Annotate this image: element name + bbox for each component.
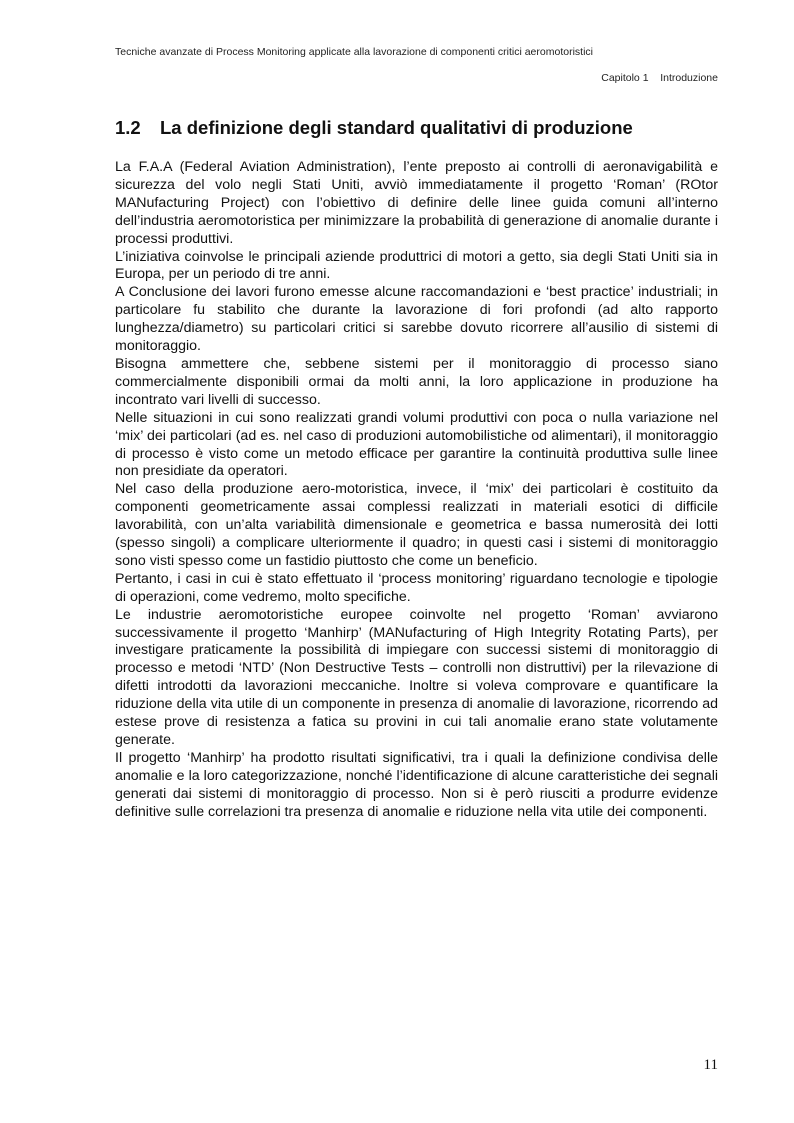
running-header: Tecniche avanzate di Process Monitoring applicate alla lavorazione di componenti critici aeromotoristici (115, 46, 593, 58)
paragraph: Nel caso della produzione aero-motoristica, invece, il ‘mix’ dei particolari è costituito da componenti geometricamente assai complessi realizzati in materiali esotici di difficile lavorabilità, con un’alta variabilità dimensionale e geometrica e bassa numerosità dei lotti (spesso singoli) a complicare ulteriormente il quadro; in questi casi i sistemi di monitoraggio sono visti spesso come un fastidio piuttosto che come un beneficio. (115, 481, 718, 569)
section-heading (115, 117, 633, 139)
paragraph: L’iniziativa coinvolse le principali aziende produttrici di motori a getto, sia degli Stati Uniti sia in Europa, per un periodo di tre anni. (115, 248, 718, 283)
paragraph: Pertanto, i casi in cui è stato effettuato il ‘process monitoring’ riguardano tecnologie e tipologie di operazioni, come vedremo, molto specifiche. (115, 570, 718, 605)
paragraph: A Conclusione dei lavori furono emesse alcune raccomandazioni e ‘best practice’ industriali; in particolare fu stabilito che durante la lavorazione di fori profondi (ad alto rapporto lunghezza/diametro) su particolari critici si sarebbe dovuto ricorrere all’ausilio di sistemi di monitoraggio. (115, 284, 718, 355)
paragraph: Nelle situazioni in cui sono realizzati grandi volumi produttivi con poca o nulla variazione nel ‘mix’ dei particolari (ad es. nel caso di produzioni automobilistiche od alimentari), il monitoraggio di processo è visto come un metodo efficace per garantire la continuità produttiva sulle linee non presidiate da operatori. (115, 409, 718, 480)
paragraph: Il progetto ‘Manhirp’ ha prodotto risultati significativi, tra i quali la definizione condivisa delle anomalie e la loro categorizzazione, nonché l’identificazione di alcune caratteristiche dei segnali generati dai sistemi di monitoraggio di processo. Non si è però riusciti a produrre evidenze definitive sulle correlazioni tra presenza di anomalie e riduzione nella vita utile dei componenti. (115, 749, 718, 820)
paragraph: Bisogna ammettere che, sebbene sistemi per il monitoraggio di processo siano commercialmente disponibili ormai da molti anni, la loro applicazione in produzione ha incontrato vari livelli di successo. (115, 355, 718, 408)
chapter-label: Capitolo 1 Introduzione (601, 72, 718, 84)
section-number: 1.2 (115, 117, 141, 138)
page-number: 11 (703, 1057, 718, 1073)
section-title: La definizione degli standard qualitativi di produzione (160, 117, 633, 138)
body-text (115, 159, 718, 822)
paragraph: La F.A.A (Federal Aviation Administration), l’ente preposto ai controlli di aeronavigabilità e sicurezza del volo negli Stati Uniti, avviò immediatamente il progetto ‘Roman’ (ROtor MANufacturing Project) con l’obiettivo di definire delle linee guida comuni all’interno dell’industria aeromotoristica per minimizzare la probabilità di generazione di anomalie durante i processi produttivi. (115, 159, 718, 247)
paragraph: Le industrie aeromotoristiche europee coinvolte nel progetto ‘Roman’ avviarono successivamente il progetto ‘Manhirp’ (MANufacturing of High Integrity Rotating Parts), per investigare praticamente la possibilità di impiegare con successi sistemi di monitoraggio di processo e metodi ‘NTD’ (Non Destructive Tests – controlli non distruttivi) per la rilevazione di difetti introdotti da lavorazioni meccaniche. Inoltre si voleva comprovare e quantificare la riduzione della vita utile di un componente in presenza di anomalie di lavorazione, ricorrendo ad estese prove di resistenza a fatica su provini in cui tali anomalie erano state volutamente generate. (115, 606, 718, 748)
